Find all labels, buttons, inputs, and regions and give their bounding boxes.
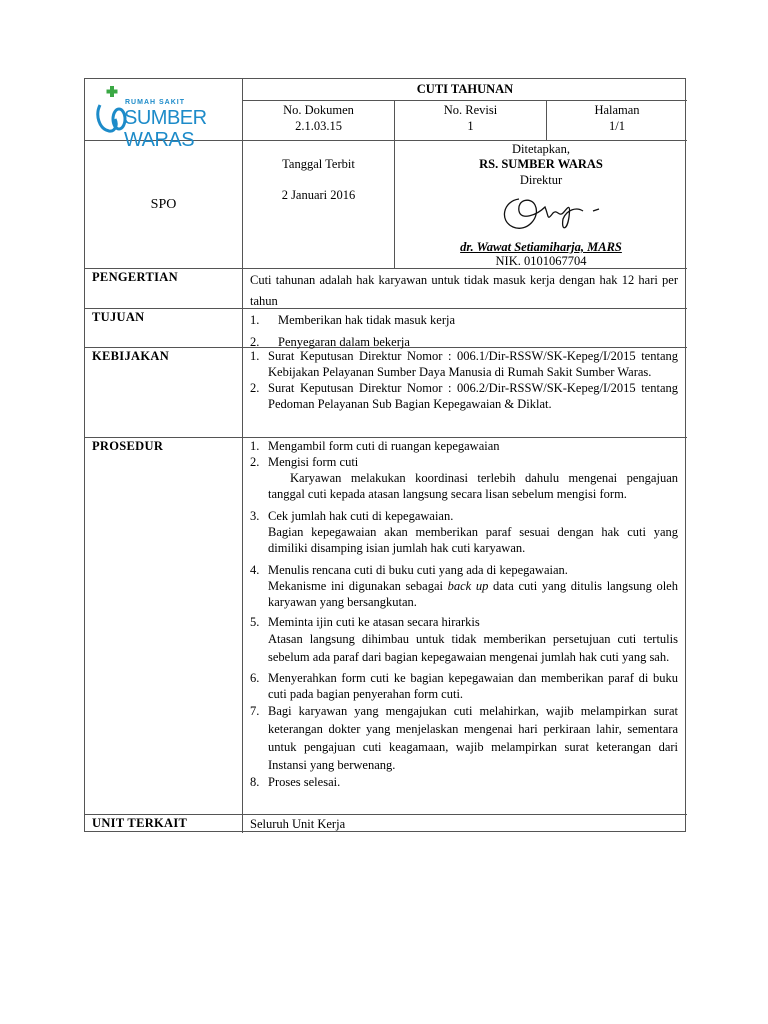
position-label: Direktur xyxy=(519,173,563,187)
list-item: 2. Surat Keputusan Direktur Nomor : 006.2/Dir-RSSW/SK-Kepeg/I/2015 tentang Pedoman Pelayanan Sub Bagian Kepegawaian & Diklat. xyxy=(250,381,678,411)
section-label-unit-terkait: UNIT TERKAIT xyxy=(92,816,188,830)
list-item: 2. Mengisi form cuti Karyawan melakukan koordinasi terlebih dahulu mengenai pengajuan tanggal cuti kepada atasan langsung secara lisan sebelum mengisi form. xyxy=(250,455,678,501)
row-divider xyxy=(85,814,687,815)
director-name: dr. Wawat Setiamiharja, MARS xyxy=(460,240,622,254)
list-item: 1. Surat Keputusan Direktur Nomor : 006.1/Dir-RSSW/SK-Kepeg/I/2015 tentang Kebijakan Pelayanan Sumber Daya Manusia di Rumah Sakit Sumber Waras. xyxy=(250,349,678,379)
organization-name: RS. SUMBER WARAS xyxy=(479,157,603,171)
logo-big-text: SUMBER WARAS xyxy=(124,107,207,151)
page-value: 1/1 xyxy=(609,119,625,133)
logo-small-text: RUMAH SAKIT xyxy=(125,99,185,106)
established-label: Ditetapkan, xyxy=(512,142,570,156)
list-item: 2. Penyegaran dalam bekerja xyxy=(250,335,410,349)
doc-number-label: No. Dokumen xyxy=(283,103,354,117)
list-item: 1. Memberikan hak tidak masuk kerja xyxy=(250,313,456,327)
list-item: 1. Mengambil form cuti di ruangan kepegawaian xyxy=(250,439,500,453)
tujuan-list xyxy=(250,309,678,353)
revision-label: No. Revisi xyxy=(443,103,498,117)
page-label: Halaman xyxy=(594,103,640,117)
row-divider xyxy=(242,100,687,101)
section-label-kebijakan: KEBIJAKAN xyxy=(92,349,170,363)
revision-value: 1 xyxy=(467,119,474,133)
list-item: 8. Proses selesai. xyxy=(250,775,341,789)
document-title: CUTI TAHUNAN xyxy=(416,82,514,96)
list-item: 4. Menulis rencana cuti di buku cuti yang ada di kepegawaian. Mekanisme ini digunakan sebagai back up data cuti yang ditulis langsung oleh karyawan yang bersangkutan. xyxy=(250,563,678,609)
issue-date-label: Tanggal Terbit xyxy=(282,157,355,171)
spo-document xyxy=(84,78,686,832)
section-label-prosedur: PROSEDUR xyxy=(92,439,164,453)
kebijakan-list xyxy=(250,348,678,412)
list-item: 7. Bagi karyawan yang mengajukan cuti melahirkan, wajib melampirkan surat keterangan dokter yang menjelaskan mengenai hari perkiraan lahir, sementara untuk pengajuan cuti keagamaan, wajib melampirkan surat keterangan dari Instansi yang berwenang. xyxy=(250,704,678,772)
signature xyxy=(497,187,617,237)
spo-label: SPO xyxy=(150,197,177,212)
unit-terkait-text: Seluruh Unit Kerja xyxy=(250,817,346,831)
list-item: 6. Menyerahkan form cuti ke bagian kepegawaian dan memberikan paraf di buku cuti pada bagian penyerahan form cuti. xyxy=(250,671,678,701)
prosedur-list xyxy=(250,438,678,790)
director-nik: NIK. 0101067704 xyxy=(495,254,587,268)
section-label-pengertian: PENGERTIAN xyxy=(92,270,178,284)
pengertian-text: Cuti tahunan adalah hak karyawan untuk tidak masuk kerja dengan hak 12 hari per tahun xyxy=(250,273,678,308)
list-item: 3. Cek jumlah hak cuti di kepegawaian. Bagian kepegawaian akan memberikan paraf sesuai dengan hak cuti yang dimiliki disamping isian jumlah hak cuti karyawan. xyxy=(250,509,678,555)
list-item: 5. Meminta ijin cuti ke atasan secara hirarkis Atasan langsung dihimbau untuk tidak memberikan persetujuan cuti tertulis sebelum ada paraf dari bagian kepegawaian mengenai jumlah hak cuti yang sah. xyxy=(250,615,678,664)
doc-number-value: 2.1.03.15 xyxy=(295,119,342,133)
section-label-tujuan: TUJUAN xyxy=(92,310,145,324)
hospital-logo xyxy=(91,83,241,151)
issue-date-value: 2 Januari 2016 xyxy=(281,188,356,202)
signature-icon xyxy=(497,187,617,237)
